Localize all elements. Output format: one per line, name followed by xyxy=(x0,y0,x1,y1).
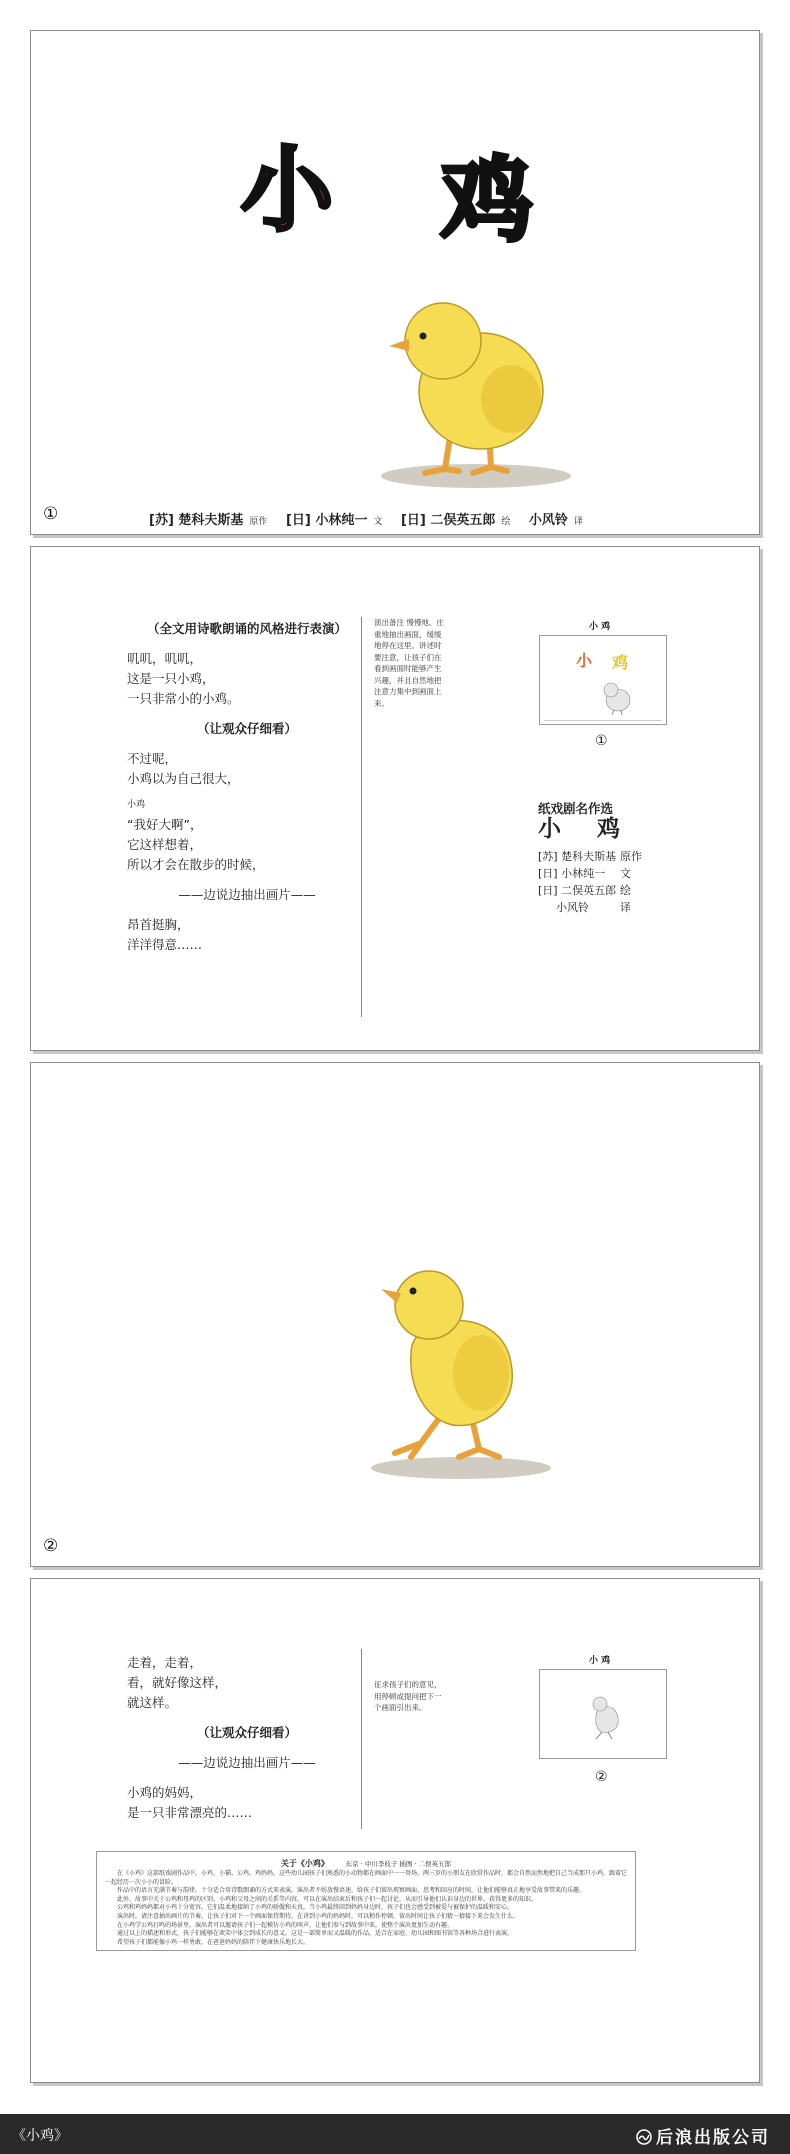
script-line: “我好大啊”， xyxy=(127,817,203,832)
work-info xyxy=(538,800,738,916)
script-line: 走着，走着， xyxy=(127,1655,203,1670)
info-credit-name: [日] 小林纯一 xyxy=(538,867,606,880)
work-title: 小 鸡 xyxy=(538,816,635,842)
about-paragraph: 公鸡和鸡妈妈都对小鸡十分宽容，它们温柔地接纳了小鸡的骄傲和天真。当小鸡最终回到妈妈身边时，孩子们也会感受到被爱与被保护的温暖和安心。 xyxy=(117,1904,514,1912)
script-line: 就这样。 xyxy=(127,1695,178,1710)
script-column-2 xyxy=(127,1653,367,1823)
info-credit-name: 小风铃 xyxy=(556,901,589,914)
script-column xyxy=(127,619,367,955)
info-credit-row xyxy=(538,848,738,865)
script-line: 叽叽，叽叽， xyxy=(127,651,203,666)
credits-line xyxy=(149,509,597,528)
column-divider xyxy=(361,617,362,1017)
info-credit-role: 文 xyxy=(620,867,631,880)
publisher-name: 后浪出版公司 xyxy=(656,2128,770,2148)
title-char-xiao: 小 xyxy=(241,137,334,244)
about-paragraph: 通过以上的描述和形式，孩子们能够在欢笑中体会到成长的意义。这是一部简单而又温暖的作品，适合在家庭、幼儿园和图书馆等各种场合进行表演。 xyxy=(117,1930,514,1938)
thumbnail-credit-line xyxy=(544,720,662,721)
info-credit-row xyxy=(538,882,738,899)
footer-book-title: 《小鸡》 xyxy=(12,2128,68,2144)
footer-publisher xyxy=(636,2123,770,2148)
info-credit-role: 原作 xyxy=(620,850,642,863)
credit-author-1: [苏] 楚科夫斯基 xyxy=(149,513,244,528)
info-credit-role: 译 xyxy=(620,901,631,914)
chick-illustration-walking xyxy=(351,1243,571,1483)
direction-pull-card: ——边说边抽出画片—— xyxy=(178,887,316,902)
footer-bar xyxy=(0,2114,790,2154)
script-line: 小鸡的妈妈， xyxy=(127,1785,203,1800)
script-line: 昂首挺胸， xyxy=(127,917,190,932)
info-credit-name: [日] 二俣英五郎 xyxy=(538,884,617,897)
card-page-3 xyxy=(30,1062,760,1567)
thumbnail-page-2 xyxy=(539,1669,667,1759)
about-paragraph: 演出时，请注意抽出画片的节奏，让孩子们对下一个画面保持期待。在讲到小鸡的妈妈时，可以稍作停顿，留出时间让孩子们猜一猜接下来会发生什么。 xyxy=(117,1912,520,1920)
script-line: 洋洋得意…… xyxy=(127,937,203,952)
thumbnail-title: 小 鸡 xyxy=(589,622,611,632)
credit-role-2: 文 xyxy=(373,517,383,527)
card-page-2 xyxy=(30,546,760,1051)
thumbnail-number-2: ② xyxy=(595,1769,608,1785)
thumbnail-char-2: 鸡 xyxy=(612,653,629,672)
script-line: 看，就好像这样， xyxy=(127,1675,228,1690)
credit-author-3: [日] 二俣英五郎 xyxy=(400,513,496,528)
script-line: 它这样想着， xyxy=(127,837,203,852)
script-line: 一只非常小的小鸡。 xyxy=(127,691,240,706)
speaker-label: 小鸡 xyxy=(127,800,146,810)
direction-pull-card-2: ——边说边抽出画片—— xyxy=(178,1755,316,1770)
series-label: 纸戏剧名作选 xyxy=(538,801,614,816)
stage-direction: （全文用诗歌朗诵的风格进行表演） xyxy=(146,621,347,636)
thumbnail-title-2: 小 鸡 xyxy=(589,1656,611,1666)
about-paragraph: 此外，故事中关于公鸡和母鸡的区别、小鸡和父母之间的关系等内容，可以在演出结束后和孩子们一起讨论，从而引导他们认识身边的世界，获得更多的知识。 xyxy=(117,1895,538,1903)
credit-role-4: 译 xyxy=(573,517,583,527)
script-line: 小鸡以为自己很大， xyxy=(127,771,240,786)
title-char-ji: 鸡 xyxy=(441,147,534,254)
page-number-1: ① xyxy=(43,504,59,524)
credit-role-1: 原作 xyxy=(249,517,268,527)
credit-author-4: 小风铃 xyxy=(528,513,568,528)
about-paragraph: 在小鸡学公鸡打鸣的场景里，演出者可以邀请孩子们一起模仿小鸡的叫声，让他们参与到故事中来，使整个演出更加生动有趣。 xyxy=(117,1921,454,1929)
info-credit-role: 绘 xyxy=(620,884,631,897)
about-paragraph: 作品中的语言充满节奏与韵律，十分适合用诗歌朗诵的方式来表演。演出者不妨放慢语速，给孩子们留出观察画面、思考和回应的时间，让他们能够真正地享受故事带来的乐趣。 xyxy=(117,1887,586,1895)
about-heading xyxy=(97,1858,635,1869)
about-paragraph: 希望孩子们都能像小鸡一样勇敢，在爸爸妈妈的陪伴下健康快乐地长大。 xyxy=(117,1938,310,1946)
script-line: 不过呢， xyxy=(127,751,178,766)
thumbnail-chick xyxy=(598,678,638,716)
card-page-1 xyxy=(30,30,760,535)
script-line: 是一只非常漂亮的…… xyxy=(127,1805,253,1820)
script-line: 所以才会在散步的时候， xyxy=(127,857,265,872)
thumbnail-page-1 xyxy=(539,635,667,725)
info-credit-row xyxy=(538,899,738,916)
about-body xyxy=(105,1870,627,1947)
about-authors: 东京 · 中川李枝子 插图 · 二俣英五郎 xyxy=(345,1860,452,1868)
publisher-logo-icon xyxy=(636,2129,652,2145)
credit-author-2: [日] 小林纯一 xyxy=(285,513,368,528)
performance-note: 演出备注 慢慢地、庄重地抽出画面，缓缓地停在这里。讲述时要注意，让孩子们在看到画面时能够产生兴趣，并且自然地把注意力集中到画面上来。 xyxy=(374,618,444,708)
thumbnail-char-1: 小 xyxy=(576,651,593,670)
chick-illustration-standing xyxy=(361,281,591,501)
credit-role-3: 绘 xyxy=(501,517,511,527)
thumbnail-number: ① xyxy=(595,733,608,749)
about-title: 关于《小鸡》 xyxy=(280,1859,329,1868)
about-box xyxy=(96,1851,636,1951)
about-paragraph: 在《小鸡》这部纸戏剧作品中，小鸡、小猫、公鸡、鸡妈妈，这些幼儿园孩子们熟悉的小动物都在画面中一一登场。两三岁的小朋友在欣赏作品时，都会自然而然地把自己当成那只小鸡，跟着它一起经历一次小小的冒险。 xyxy=(105,1870,628,1886)
direction-observe: （让观众仔细看） xyxy=(196,721,297,736)
info-credit-name: [苏] 楚科夫斯基 xyxy=(538,850,617,863)
thumbnail-chick-walking xyxy=(586,1692,626,1740)
script-line: 这是一只小鸡， xyxy=(127,671,215,686)
column-divider-2 xyxy=(361,1649,362,1829)
direction-observe-2: （让观众仔细看） xyxy=(196,1725,297,1740)
page-number-2: ② xyxy=(43,1536,59,1556)
performance-note-2: 征求孩子们的意见，用停顿或提问把下一个画面引出来。 xyxy=(374,1680,442,1712)
info-credit-row xyxy=(538,865,738,882)
card-page-4 xyxy=(30,1578,760,2083)
